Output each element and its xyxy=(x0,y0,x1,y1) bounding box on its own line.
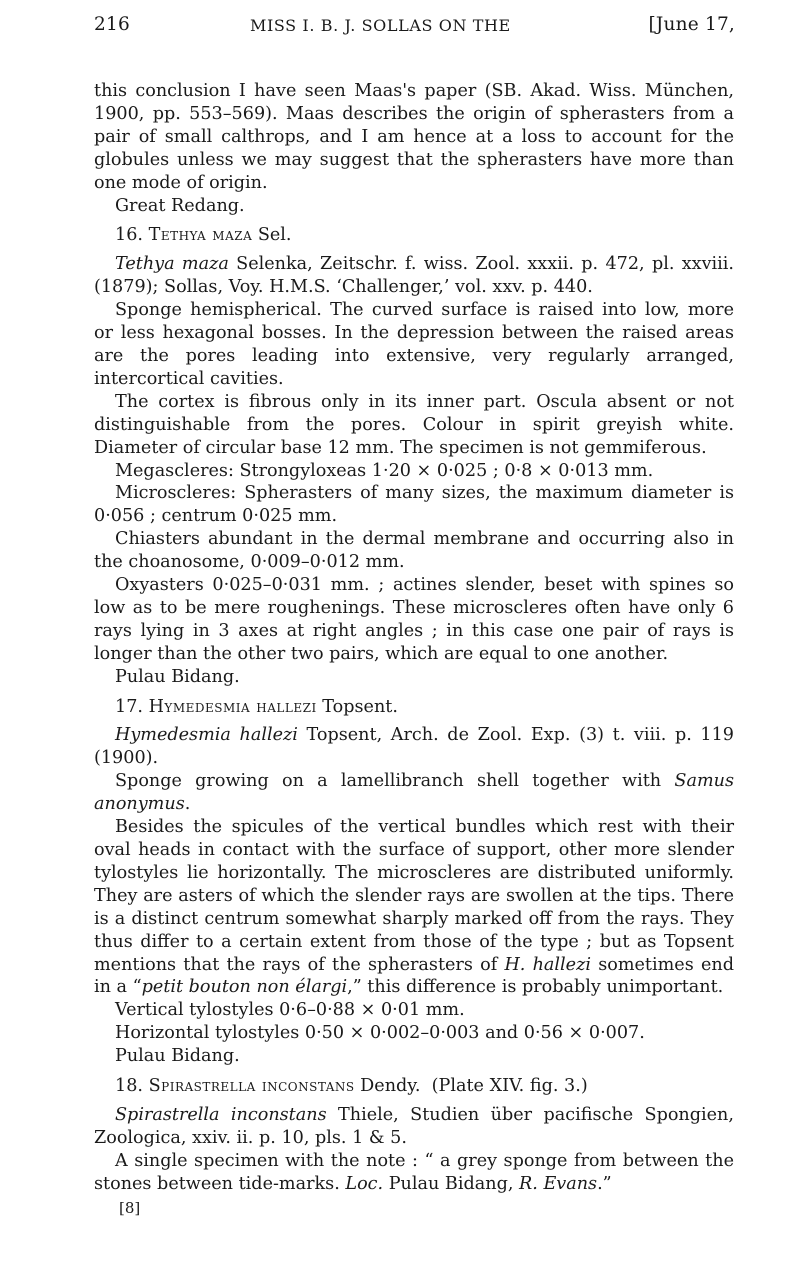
reference-18 xyxy=(94,1104,734,1150)
description-paragraph: Sponge growing on a lamellibranch shell together with Samus anonymus. xyxy=(94,771,734,815)
microscleres-measurement: Microscleres: Spherasters of many sizes, the maximum diameter is 0·056 ; centrum 0·025 mm. xyxy=(94,483,734,527)
collector-name: R. Evans xyxy=(519,1173,598,1194)
section-number: 17. xyxy=(115,696,143,717)
section-heading-17 xyxy=(94,696,734,719)
species-name: Tethya maza xyxy=(148,225,253,246)
page-number: 216 xyxy=(94,14,130,35)
megascleres-measurement: Megascleres: Strongyloxeas 1·20 × 0·025 ; 0·8 × 0·013 mm. xyxy=(115,460,654,481)
reference-text: Topsent, Arch. de Zool. Exp. (3) t. viii. p. 119 (1900). xyxy=(94,725,734,769)
oxyasters-measurement: Oxyasters 0·025–0·031 mm. ; actines slender, beset with spines so low as to be mere roughenings. These microscleres often have only 6 rays lying in 3 axes at right angles ; in this case one pair of rays is longer than the other two pairs, which are equal to one another. xyxy=(94,575,734,664)
continuation-paragraph: this conclusion I have seen Maas's paper (SB. Akad. Wiss. München, 1900, pp. 553–569). Maas describes the origin of spherasters from a pair of small calthrops, and I am hence at a loss to account for the globules unless we may suggest that the spherasters have more than one mode of origin. xyxy=(94,81,734,193)
description-paragraph: Sponge hemispherical. The curved surface is raised into low, more or less hexagonal bosses. In the depression between the raised areas are the pores leading into extensive, very regularly arranged, intercortical cavities. xyxy=(94,300,734,389)
species-name: Hymedesmia hallezi xyxy=(148,696,317,717)
section-heading-18 xyxy=(94,1075,734,1098)
species-author: Dendy. xyxy=(360,1076,421,1097)
description-paragraph: A single specimen with the note : “ a grey sponge from between the stones between tide-marks. Loc. Pulau Bidang, R. Evans.” xyxy=(94,1150,734,1194)
running-title: MISS I. B. J. SOLLAS ON THE xyxy=(250,16,511,35)
reference-species: Tethya maza xyxy=(115,254,229,275)
species-author: Sel. xyxy=(257,225,292,246)
locality: Pulau Bidang. xyxy=(115,666,240,687)
page-body xyxy=(94,80,734,1220)
reference-17 xyxy=(94,724,734,770)
horizontal-tylostyles-measurement: Horizontal tylostyles 0·50 × 0·002–0·003 and 0·56 × 0·007. xyxy=(115,1023,645,1044)
species-mention: Samus anonymus xyxy=(94,771,734,815)
quoted-phrase: petit bouton non élargi xyxy=(141,977,348,998)
section-number: 16. xyxy=(115,225,143,246)
locality: Great Redang. xyxy=(115,195,245,216)
running-header xyxy=(94,14,735,48)
reference-text: Thiele, Studien über pacifische Spongien, Zoologica, xxiv. ii. p. 10, pls. 1 & 5. xyxy=(94,1104,734,1148)
printer-signature: [8] xyxy=(119,1198,141,1217)
reference-species: Spirastrella inconstans xyxy=(115,1104,327,1125)
species-author: Topsent. xyxy=(322,696,398,717)
locality: Pulau Bidang. xyxy=(115,1046,240,1067)
plate-reference: (Plate XIV. fig. 3.) xyxy=(431,1076,588,1097)
species-mention: H. hallezi xyxy=(504,954,591,975)
species-name: Spirastrella inconstans xyxy=(148,1076,355,1097)
description-paragraph: Besides the spicules of the vertical bundles which rest with their oval heads in contact with the surface of support, other more slender tylostyles lie horizontally. The microscleres are distributed uniformly. They are asters of which the slender rays are swollen at the tips. There is a distinct centrum somewhat sharply marked off from the rays. They thus differ to a certain extent from those of the type ; but as Topsent mentions that the rays of the spherasters of H. hallezi sometimes end in a “petit bouton non élargi,” this difference is probably unimportant. xyxy=(94,817,734,998)
vertical-tylostyles-measurement: Vertical tylostyles 0·6–0·88 × 0·01 mm. xyxy=(115,1000,465,1021)
section-heading-16 xyxy=(94,224,734,247)
reference-text: Selenka, Zeitschr. f. wiss. Zool. xxxii. p. 472, pl. xxviii. (1879); Sollas, Voy. H.M.S. ‘Challenger,’ vol. xxv. p. 440. xyxy=(94,254,734,298)
description-paragraph: The cortex is fibrous only in its inner part. Oscula absent or not distinguishable from the pores. Colour in spirit greyish white. Diameter of circular base 12 mm. The specimen is not gemmiferous. xyxy=(94,391,734,458)
chiasters-measurement: Chiasters abundant in the dermal membrane and occurring also in the choanosome, 0·009–0·012 mm. xyxy=(94,529,734,573)
reference-species: Hymedesmia hallezi xyxy=(115,725,298,746)
header-date: [June 17, xyxy=(648,14,735,35)
section-number: 18. xyxy=(115,1076,143,1097)
reference-16 xyxy=(94,253,734,299)
abbreviation: Loc. xyxy=(345,1173,384,1194)
